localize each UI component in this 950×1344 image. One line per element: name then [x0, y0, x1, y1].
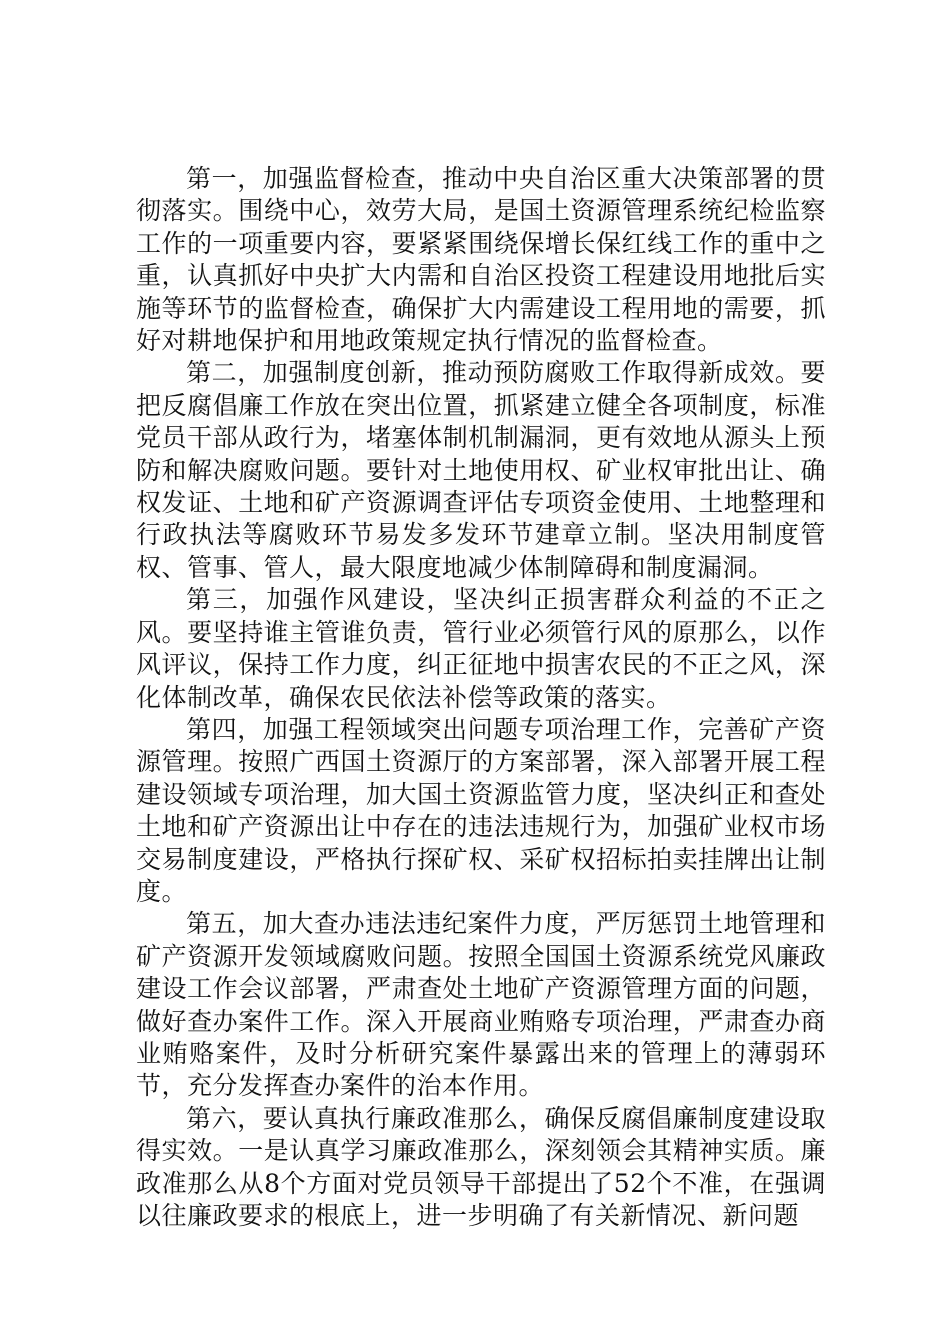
document-body [136, 163, 826, 1232]
paragraph-6: 第六，要认真执行廉政准那么，确保反腐倡廉制度建设取得实效。一是认真学习廉政准那么，深刻领会其精神实质。廉政准那么从8个方面对党员领导干部提出了52个不准，在强调以往廉政要求的根底上，进一步明确了有关新情况、新问题 [136, 1103, 826, 1230]
paragraph-2: 第二，加强制度创新，推动预防腐败工作取得新成效。要把反腐倡廉工作放在突出位置，抓紧建立健全各项制度，标准党员干部从政行为，堵塞体制机制漏洞，更有效地从源头上预防和解决腐败问题。要针对土地使用权、矿业权审批出让、确权发证、土地和矿产资源调查评估专项资金使用、土地整理和行政执法等腐败环节易发多发环节建章立制。坚决用制度管权、管事、管人，最大限度地减少体制障碍和制度漏洞。 [136, 358, 826, 582]
paragraph-3: 第三，加强作风建设，坚决纠正损害群众利益的不正之风。要坚持谁主管谁负责，管行业必须管行风的原那么，以作风评议，保持工作力度，纠正征地中损害农民的不正之风，深化体制改革，确保农民依法补偿等政策的落实。 [136, 585, 826, 712]
paragraph-4: 第四，加强工程领域突出问题专项治理工作，完善矿产资源管理。按照广西国土资源厅的方案部署，深入部署开展工程建设领域专项治理，加大国土资源监管力度，坚决纠正和查处土地和矿产资源出让中存在的违法违规行为，加强矿业权市场交易制度建设，严格执行探矿权、采矿权招标拍卖挂牌出让制度。 [136, 714, 826, 906]
paragraph-5: 第五，加大查办违法违纪案件力度，严厉惩罚土地管理和矿产资源开发领域腐败问题。按照全国国土资源系统党风廉政建设工作会议部署，严肃查处土地矿产资源管理方面的问题，做好查办案件工作。深入开展商业贿赂专项治理，严肃查办商业贿赂案件，及时分析研究案件暴露出来的管理上的薄弱环节，充分发挥查办案件的治本作用。 [136, 909, 826, 1101]
paragraph-1: 第一，加强监督检查，推动中央自治区重大决策部署的贯彻落实。围绕中心，效劳大局，是国土资源管理系统纪检监察工作的一项重要内容，要紧紧围绕保增长保红线工作的重中之重，认真抓好中央扩大内需和自治区投资工程建设用地批后实施等环节的监督检查，确保扩大内需建设工程用地的需要，抓好对耕地保护和用地政策规定执行情况的监督检查。 [136, 164, 826, 356]
